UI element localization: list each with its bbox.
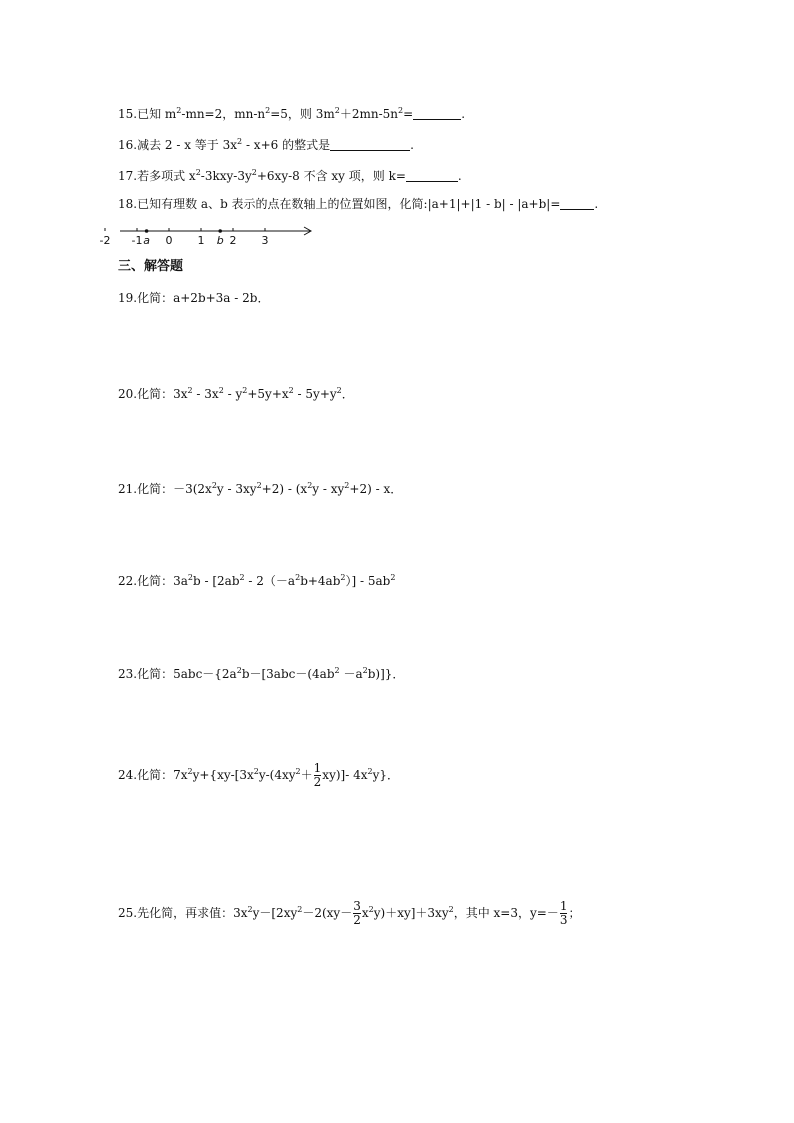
answer-blank — [560, 197, 594, 210]
number-line-tick-label: -1 — [131, 234, 143, 247]
number-line-tick-label: 3 — [261, 234, 269, 247]
question-number: 21. — [118, 482, 138, 496]
question-18: 18.已知有理数 a、b 表示的点在数轴上的位置如图，化简:|a+1|+|1 - b| - |a+b|= . — [118, 197, 599, 211]
question-number: 19. — [118, 291, 138, 305]
number-line-point-label: b — [216, 234, 224, 247]
question-number: 23. — [118, 667, 138, 681]
question-22: 22.化简：$3a^2b - [2ab^2 - 2(-a^2b+4ab^2)] - 5ab^2$ — [118, 573, 396, 588]
number-line-tick-label: -2 — [99, 234, 111, 247]
question-24: 24.化简：$7x^2y+\{xy-[3x^2y-(4xy^2+$ $\frac{1}{2}$ xy)]- $4x^2y$}． — [118, 761, 399, 789]
number-line-point-b — [218, 229, 222, 233]
question-20: 20.化简：$3x^2 - 3x^2 - y^2+5y+x^2 - 5y+y^2$． — [118, 386, 354, 401]
fraction: $\frac{1}{2}$ — [313, 761, 322, 789]
answer-blank — [406, 169, 458, 182]
question-number: 20. — [118, 387, 138, 401]
question-21: 21.化简：$-3(2x^2y - 3xy^2+2) - (x^2y - xy^2+2) - x$． — [118, 481, 403, 496]
question-16: 16.减去 2 - x 等于 $3x^2 - x+6$ 的整式是 . — [118, 137, 414, 152]
question-number: 16. — [118, 138, 138, 152]
question-23: 23.化简：$5abc-\{2a^2b-[3abc-(4ab^2 -a^2b)]\}$． — [118, 666, 405, 681]
section-heading: 三、解答题 — [118, 259, 184, 274]
number-line-tick-label: 2 — [229, 234, 237, 247]
answer-blank — [413, 107, 461, 120]
question-number: 22. — [118, 574, 138, 588]
question-number: 25. — [118, 906, 138, 920]
question-number: 18. — [118, 197, 138, 211]
number-line-tick-label: 1 — [197, 234, 205, 247]
fraction: $\frac{3}{2}$ — [353, 899, 361, 927]
number-line-point-label: a — [143, 234, 150, 247]
question-19: 19.化简：a+2b+3a - 2b． — [118, 291, 270, 305]
question-number: 15. — [118, 107, 138, 121]
number-line-point-a — [145, 229, 149, 233]
question-25: 25.先化简，再求值：$3x^2y-[2xy^2-2(xy-$ $\frac{3}{2}$ $x^2y)+xy]+3xy^2$，其中 x=3，y=－ $\frac{1}{3}$ ； — [118, 899, 581, 927]
fraction: $\frac{1}{3}$ — [559, 899, 568, 927]
question-number: 24. — [118, 768, 138, 782]
number-line-tick-label: 0 — [165, 234, 173, 247]
question-17: 17.若多项式 $x^2-3kxy-3y^2+6xy-8$ 不含 xy 项，则 k= . — [118, 168, 462, 183]
answer-blank — [330, 138, 410, 151]
question-15: 15.已知 $m^2-mn=2$，$mn-n^2=5$，则 $3m^2+2mn-5n^2=$ . — [118, 106, 466, 121]
question-number: 17. — [118, 169, 138, 183]
number-line-figure — [99, 222, 328, 248]
